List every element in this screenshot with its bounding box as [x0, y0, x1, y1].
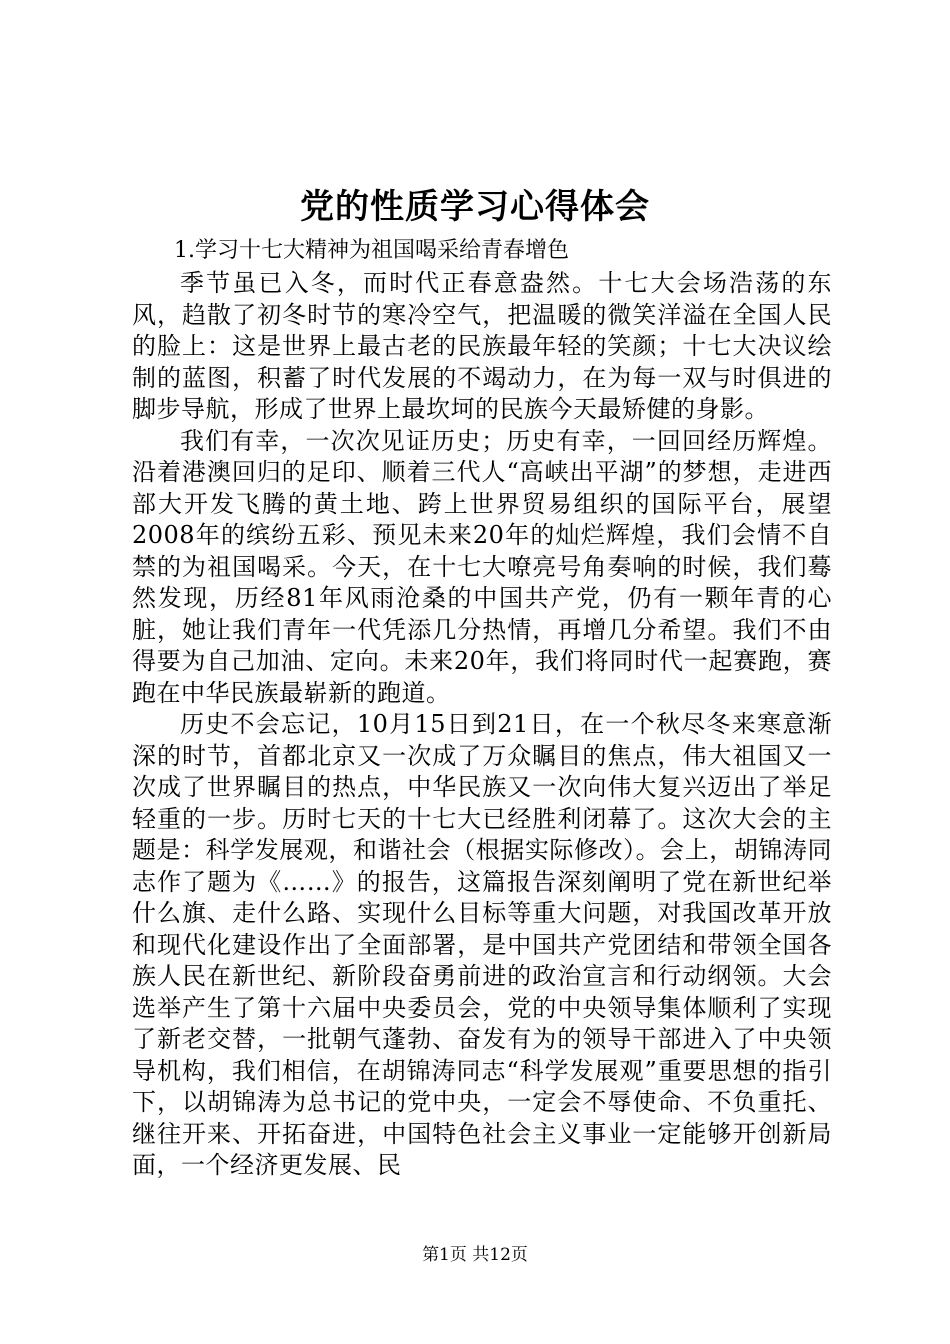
paragraph-1: 季节虽已入冬，而时代正春意盎然。十七大会场浩荡的东风，趋散了初冬时节的寒冷空气，把温暖的微笑洋溢在全国人民的脸上：这是世界上最古老的民族最年轻的笑颜；十七大决议绘制的蓝图，积蓄了时代发展的不竭动力，在为每一双与时俱进的脚步导航，形成了世界上最坎坷的民族今天最矫健的身影。	[132, 269, 832, 423]
page-footer: 第1页 共12页	[422, 1245, 528, 1265]
document-title: 党的性质学习心得体会	[300, 187, 650, 227]
document-body	[132, 234, 832, 1182]
section-heading: 1.学习十七大精神为祖国喝采给青春增色	[174, 238, 569, 263]
paragraph-2: 我们有幸，一次次见证历史；历史有幸，一回回经历辉煌。沿着港澳回归的足印、顺着三代人“高峡出平湖”的梦想，走进西部大开发飞腾的黄土地、跨上世界贸易组织的国际平台，展望2008年的缤纷五彩、预见未来20年的灿烂辉煌，我们会情不自禁的为祖国喝采。今天，在十七大嘹亮号角奏响的时候，我们蓦然发现，历经81年风雨沧桑的中国共产党，仍有一颗年青的心脏，她让我们青年一代凭添几分热情，再增几分希望。我们不由得要为自己加油、定向。未来20年，我们将同时代一起赛跑，赛跑在中华民族最崭新的跑道。	[132, 426, 832, 707]
paragraph-3: 历史不会忘记，10月15日到21日，在一个秋尽冬来寒意渐深的时节，首都北京又一次成了万众瞩目的焦点，伟大祖国又一次成了世界瞩目的热点，中华民族又一次向伟大复兴迈出了举足轻重的一步。历时七天的十七大已经胜利闭幕了。这次大会的主题是：科学发展观，和谐社会（根据实际修改）。会上，胡锦涛同志作了题为《……》的报告，这篇报告深刻阐明了党在新世纪举什么旗、走什么路、实现什么目标等重大问题，对我国改革开放和现代化建设作出了全面部署，是中国共产党团结和带领全国各族人民在新世纪、新阶段奋勇前进的政治宣言和行动纲领。大会选举产生了第十六届中央委员会，党的中央领导集体顺利了实现了新老交替，一批朝气蓬勃、奋发有为的领导干部进入了中央领导机构，我们相信，在胡锦涛同志“科学发展观”重要思想的指引下，以胡锦涛为总书记的党中央，一定会不辱使命、不负重托、继往开来、开拓奋进，中国特色社会主义事业一定能够开创新局面，一个经济更发展、民	[132, 710, 832, 1179]
